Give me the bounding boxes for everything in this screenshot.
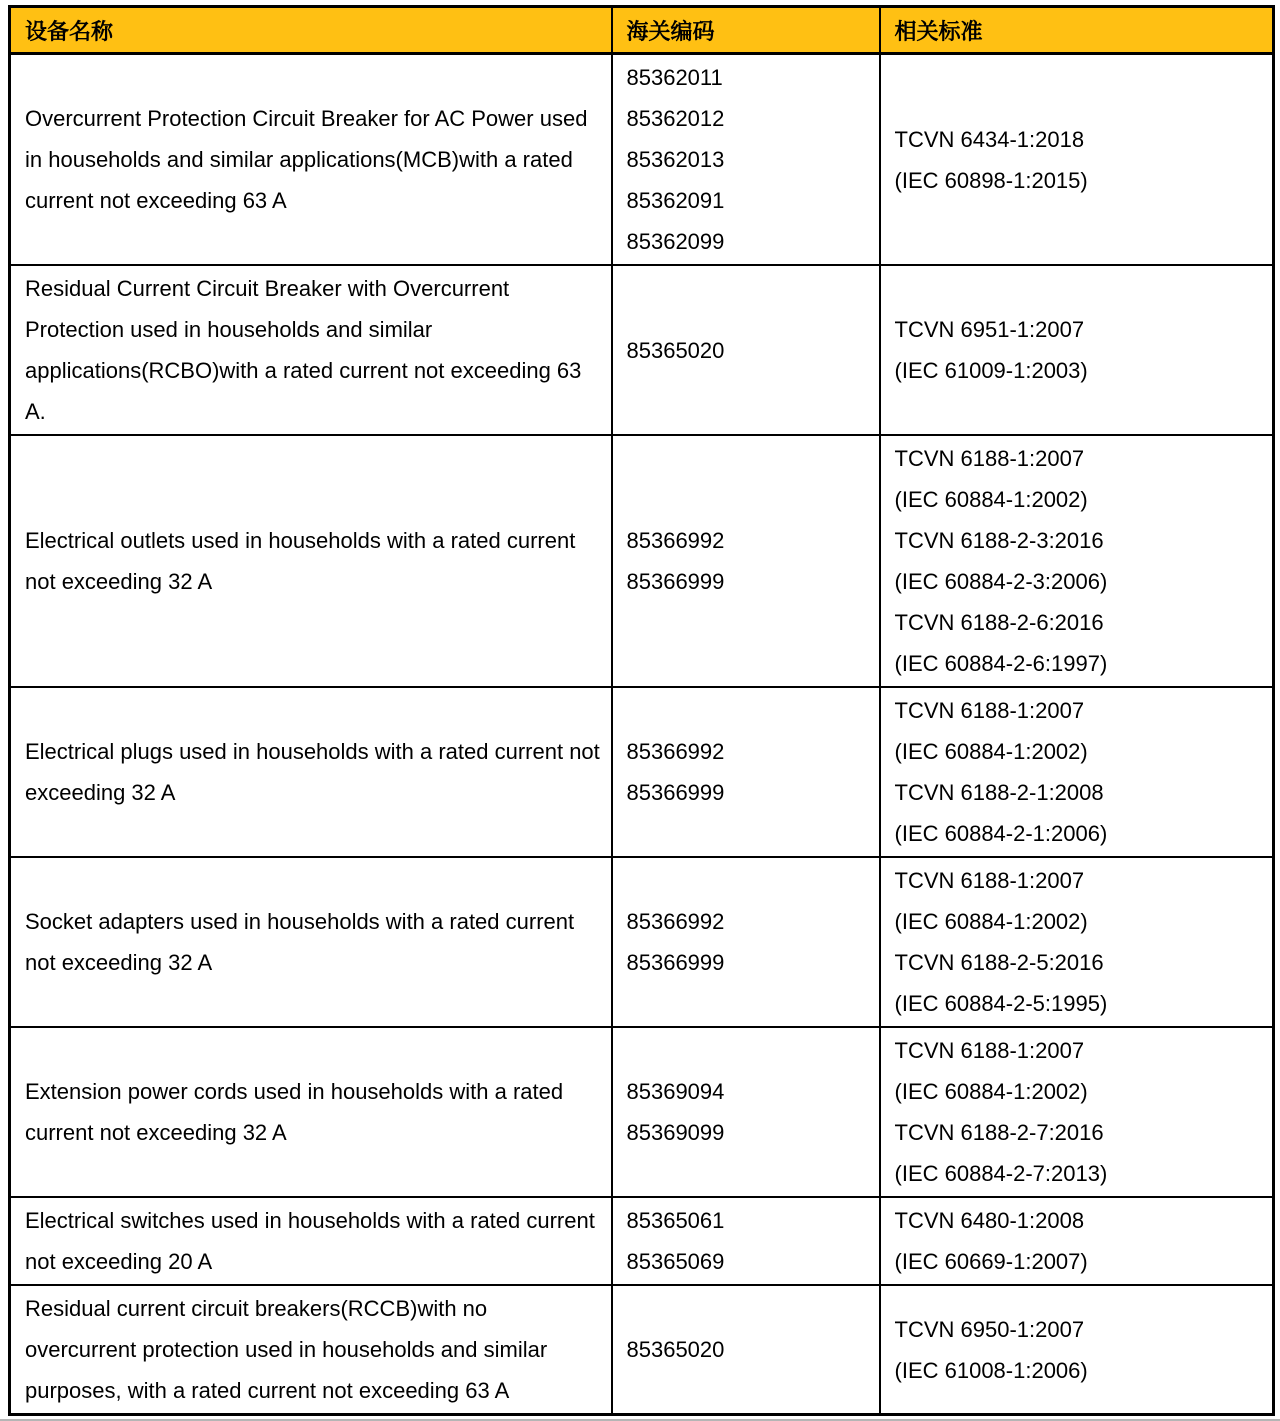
device-name-cell	[10, 54, 612, 266]
hs-code-cell	[612, 687, 880, 857]
standard-item: TCVN 6950-1:2007	[894, 1316, 1085, 1342]
table-row	[10, 1285, 1274, 1415]
hs-code: 85366999	[626, 950, 725, 975]
standards-cell	[880, 687, 1274, 857]
standards-cell	[880, 1197, 1274, 1285]
device-name-cell	[10, 1027, 612, 1197]
standard-item: TCVN 6188-1:2007	[894, 868, 1085, 893]
standard-item: (IEC 60898-1:2015)	[894, 167, 1088, 193]
hs-code: 85362013	[626, 147, 725, 172]
standard-item: TCVN 6188-2-5:2016	[894, 950, 1104, 975]
standards-cell	[880, 265, 1274, 435]
standard-item: (IEC 60884-2-1:2006)	[894, 821, 1108, 846]
hs-code: 85366992	[626, 909, 725, 934]
standard-item: (IEC 60884-2-3:2006)	[894, 569, 1108, 594]
device-name-cell	[10, 857, 612, 1027]
device-name: Electrical plugs used in households with a rated current not exceeding 32 A	[25, 739, 600, 805]
device-name-cell	[10, 435, 612, 687]
column-header-device-name: 设备名称	[10, 7, 612, 54]
standard-item: TCVN 6188-1:2007	[894, 446, 1085, 471]
standard-item: TCVN 6434-1:2018	[894, 126, 1085, 152]
device-name: Socket adapters used in households with a rated current not exceeding 32 A	[25, 909, 575, 975]
hs-code-cell	[612, 1027, 880, 1197]
hs-code: 85366992	[626, 528, 725, 553]
device-name: Extension power cords used in households with a rated current not exceeding 32 A	[25, 1079, 564, 1145]
device-name: Electrical outlets used in households with a rated current not exceeding 32 A	[25, 528, 576, 594]
device-name-cell	[10, 1285, 612, 1415]
device-name: Residual Current Circuit Breaker with Overcurrent Protection used in households and similar applications(RCBO)with a rated current not exceeding 63 A.	[25, 276, 582, 424]
standard-item: (IEC 60884-1:2002)	[894, 739, 1088, 764]
hs-code: 85366999	[626, 780, 725, 805]
hs-code: 85362012	[626, 106, 725, 131]
hs-code: 85365020	[626, 337, 725, 363]
hs-code: 85365069	[626, 1249, 725, 1274]
hs-code: 85369094	[626, 1079, 725, 1104]
hs-code-cell	[612, 1285, 880, 1415]
standard-item: TCVN 6188-2-6:2016	[894, 610, 1104, 635]
device-name: Overcurrent Protection Circuit Breaker for AC Power used in households and similar applications(MCB)with a rated current not exceeding 63 A	[25, 106, 588, 213]
hs-code: 85366999	[626, 569, 725, 594]
hs-code-cell	[612, 435, 880, 687]
hs-code-cell	[612, 54, 880, 266]
standard-item: TCVN 6188-1:2007	[894, 1038, 1085, 1063]
hs-code: 85365020	[626, 1337, 725, 1362]
hs-code: 85362091	[626, 188, 725, 213]
table-row	[10, 54, 1274, 266]
standards-cell	[880, 54, 1274, 266]
standard-item: (IEC 60884-2-7:2013)	[894, 1161, 1108, 1186]
hs-code: 85365061	[626, 1208, 725, 1233]
hs-code-cell	[612, 265, 880, 435]
standard-item: (IEC 60884-2-5:1995)	[894, 991, 1108, 1016]
table-row	[10, 857, 1274, 1027]
standard-item: (IEC 60884-1:2002)	[894, 909, 1088, 934]
hs-code: 85369099	[626, 1120, 725, 1145]
hs-code-cell	[612, 857, 880, 1027]
standard-item: TCVN 6188-2-3:2016	[894, 528, 1104, 553]
standard-item: (IEC 61009-1:2003)	[894, 358, 1088, 383]
header-row	[10, 7, 1274, 54]
standard-item: TCVN 6188-2-7:2016	[894, 1120, 1104, 1145]
standards-cell	[880, 1285, 1274, 1415]
hs-code: 85362099	[626, 229, 725, 254]
table-row	[10, 687, 1274, 857]
standards-table	[8, 5, 1275, 1416]
standard-item: (IEC 61008-1:2006)	[894, 1357, 1088, 1383]
standard-item: (IEC 60884-2-6:1997)	[894, 651, 1108, 676]
table-row	[10, 1027, 1274, 1197]
table-row	[10, 265, 1274, 435]
device-name-cell	[10, 687, 612, 857]
device-name-cell	[10, 1197, 612, 1285]
table-row	[10, 435, 1274, 687]
standards-cell	[880, 857, 1274, 1027]
device-name: Electrical switches used in households with a rated current not exceeding 20 A	[25, 1208, 595, 1274]
hs-code: 85362011	[626, 65, 723, 90]
standards-cell	[880, 1027, 1274, 1197]
column-header-hs-code: 海关编码	[612, 7, 880, 54]
standard-item: TCVN 6188-1:2007	[894, 698, 1085, 723]
column-header-standards: 相关标准	[880, 7, 1274, 54]
standard-item: TCVN 6951-1:2007	[894, 317, 1085, 342]
table-body	[10, 54, 1274, 1415]
standard-item: (IEC 60884-1:2002)	[894, 487, 1088, 512]
hs-code-cell	[612, 1197, 880, 1285]
device-name-cell	[10, 265, 612, 435]
standard-item: (IEC 60884-1:2002)	[894, 1079, 1088, 1104]
table-row	[10, 1197, 1274, 1285]
hs-code: 85366992	[626, 739, 725, 764]
device-name: Residual current circuit breakers(RCCB)with no overcurrent protection used in households and similar purposes, with a rated current not exceeding 63 A	[25, 1296, 548, 1403]
standard-item: (IEC 60669-1:2007)	[894, 1249, 1088, 1274]
standard-item: TCVN 6480-1:2008	[894, 1208, 1085, 1233]
standards-cell	[880, 435, 1274, 687]
standard-item: TCVN 6188-2-1:2008	[894, 780, 1104, 805]
